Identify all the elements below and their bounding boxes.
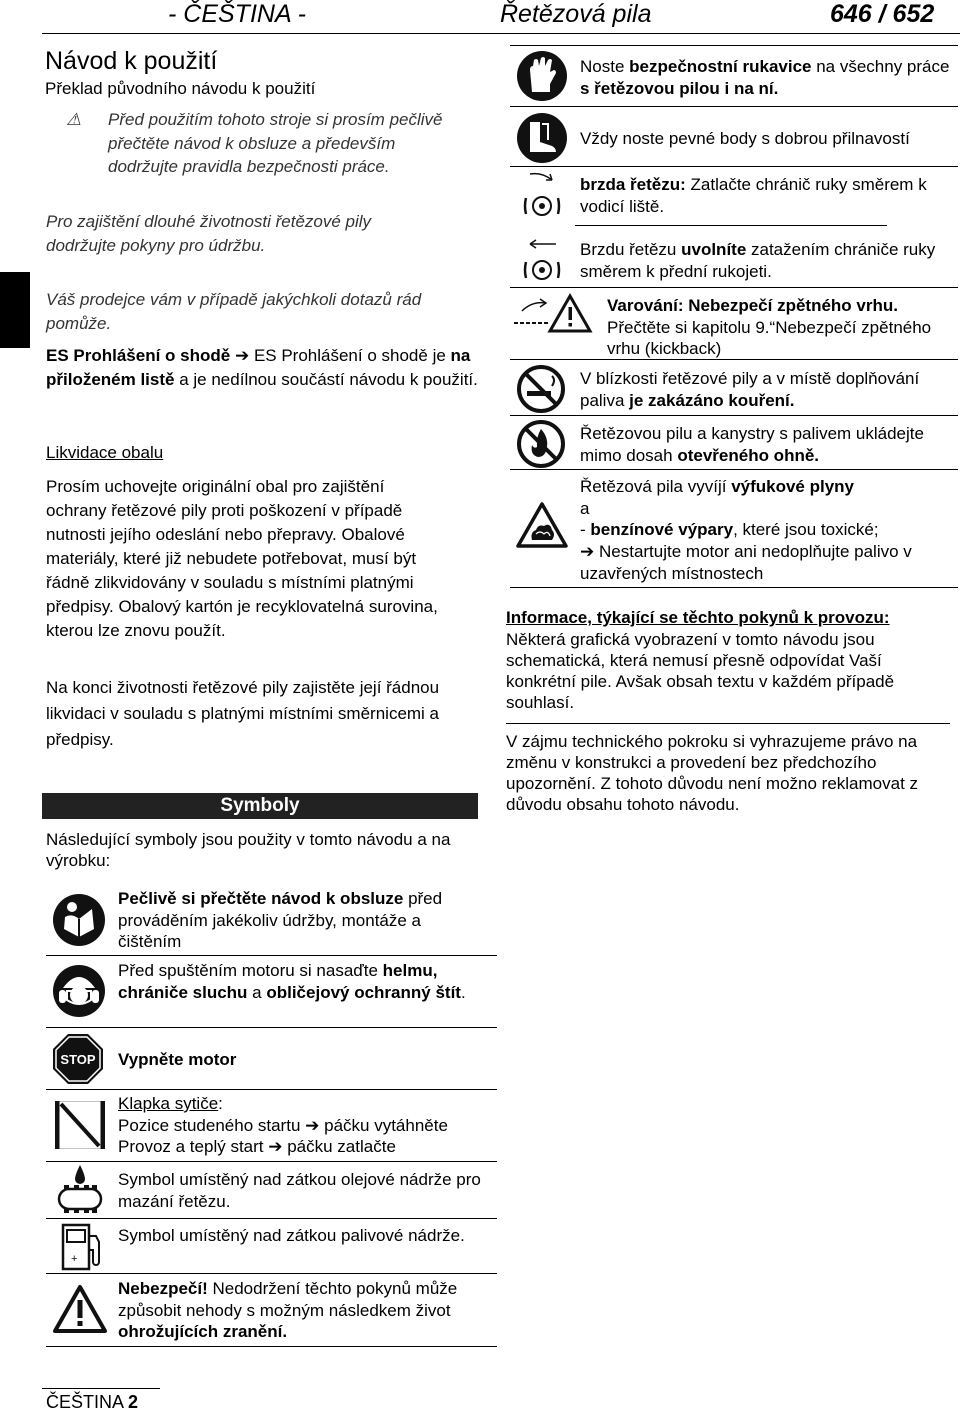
chain-brake-release-icon bbox=[520, 234, 564, 286]
symbol-row-divider bbox=[46, 1161, 497, 1162]
chain-oil-icon bbox=[55, 1163, 105, 1215]
symbol-row-divider bbox=[46, 955, 497, 956]
header-product: Řetězová pila bbox=[500, 0, 652, 28]
dealer-text: Váš prodejce vám v případě jakýchkoli dotazů rád pomůže. bbox=[46, 290, 422, 333]
exhaust-fumes-text: Řetězová pila vyvíjí výfukové plyny a - benzínové výpary, které jsou toxické; ➔ Nestartujte motor ani nedoplňujte palivo v uzavřených místnostech bbox=[580, 477, 912, 583]
symbol-row-divider bbox=[510, 415, 958, 416]
section-divider bbox=[506, 723, 950, 724]
boots-text: Vždy noste pevné body s dobrou přilnavostí bbox=[580, 129, 910, 148]
technical-progress-text: V zájmu technického pokroku si vyhrazujeme právo na změnu v konstrukci a provedení bez předchozího upozornění. Z tohoto důvodu není možno reklamovat z důvodu obsahu tohoto návodu. bbox=[506, 732, 919, 814]
warning-triangle-icon bbox=[52, 1284, 108, 1334]
disposal-heading: Likvidace obalu bbox=[46, 443, 164, 462]
fuel-pump-icon bbox=[60, 1222, 104, 1272]
kickback-warning-icon bbox=[512, 293, 600, 355]
brake-release-text: Brzdu řetězu uvolníte zatažením chrániče ruky směrem k přední rukojeti. bbox=[580, 240, 936, 281]
disposal-text: Prosím uchovejte originální obal pro zajištění ochrany řetězové pily proti poškození v případě nutnosti jejího odeslání nebo přepravy. Obalové materiály, které již nebudete potřebovat, musí být řádně zlikvidovány v souladu s místními platnými předpisy. Obalový kartón je recyklovatelná surovina, kterou lze znovu použít. bbox=[46, 477, 438, 640]
no-smoking-icon bbox=[516, 364, 566, 414]
symbol-read-manual-text: Pečlivě si přečtěte návod k obsluze před prováděním jakékoliv údržby, montáže a čištěním bbox=[118, 889, 443, 951]
symbol-danger-text: Nebezpečí! Nedodržení těchto pokynů může způsobit nehody s možným následkem život ohrožujících zranění. bbox=[118, 1279, 458, 1341]
helmet-visor-earmuffs-icon bbox=[52, 964, 106, 1018]
svg-text:+: + bbox=[71, 1253, 78, 1265]
stop-sign-icon bbox=[52, 1033, 104, 1085]
section-marker bbox=[0, 272, 30, 348]
symbol-row-divider bbox=[510, 45, 958, 46]
header-language: - ČEŠTINA - bbox=[168, 0, 306, 28]
no-fire-text: Řetězovou pilu a kanystry s palivem ukládejte mimo dosah otevřeného ohně. bbox=[580, 424, 924, 465]
choke-icon bbox=[55, 1098, 105, 1152]
symbol-row-divider bbox=[510, 287, 958, 288]
page-title: Návod k použití bbox=[45, 47, 218, 75]
footer: ČEŠTINA 2 bbox=[46, 1392, 139, 1412]
header-rule bbox=[42, 33, 960, 34]
symbol-fuel-text: Symbol umístěný nad zátkou palivové nádrže. bbox=[118, 1226, 465, 1245]
page-subtitle: Překlad původního návodu k použití bbox=[45, 79, 316, 98]
symbol-row-divider bbox=[46, 1273, 497, 1274]
gloves-text: Noste bezpečnostní rukavice na všechny práce s řetězovou pilou i na ní. bbox=[580, 57, 950, 98]
symbol-row-divider bbox=[510, 166, 958, 167]
symbol-helmet-text: Před spuštěním motoru si nasaďte helmu, chrániče sluchu a obličejový ochranný štít. bbox=[118, 961, 466, 1002]
arrow-icon: ➔ bbox=[305, 1115, 320, 1135]
header-page-number: 646 / 652 bbox=[830, 0, 935, 28]
safety-warning-text: Před použitím tohoto stroje si prosím pečlivě přečtěte návod k obsluze a především dodržujte pravidla bezpečnosti práce. bbox=[108, 110, 443, 176]
maintenance-text: Pro zajištění dlouhé životnosti řetězové pily dodržujte pokyny pro údržbu. bbox=[46, 212, 372, 255]
symbol-row-divider bbox=[46, 1218, 497, 1219]
toxic-fumes-icon bbox=[516, 502, 568, 548]
symbol-row-divider bbox=[46, 1027, 497, 1028]
es-declaration-text: ES Prohlášení o shodě ➔ ES Prohlášení o shodě je na přiloženém listě a je nedílnou součástí návodu k použití. bbox=[46, 346, 478, 389]
kickback-text: Varování: Nebezpečí zpětného vrhu. Přečtěte si kapitolu 9.“Nebezpečí zpětného vrhu (kickback) bbox=[607, 296, 932, 358]
chain-brake-engage-icon bbox=[520, 170, 564, 222]
safety-boots-icon bbox=[516, 112, 568, 164]
warning-small-icon: ⚠ bbox=[66, 110, 82, 129]
gloves-icon bbox=[516, 50, 568, 102]
no-smoking-text: V blízkosti řetězové pily a v místě doplňování paliva je zakázáno kouření. bbox=[580, 369, 920, 410]
footer-rule bbox=[42, 1388, 160, 1389]
info-text: Některá grafická vyobrazení v tomto návodu jsou schematická, která nemusí přesně odpovídat Vaší konkrétní pile. Avšak obsah textu v každém případě souhlasí. bbox=[506, 630, 895, 712]
symbol-row-divider bbox=[46, 1089, 497, 1090]
symbol-row-divider bbox=[510, 587, 958, 588]
symbol-chain-oil-text: Symbol umístěný nad zátkou olejové nádrže pro mazání řetězu. bbox=[118, 1170, 481, 1211]
symbol-row-divider bbox=[575, 225, 887, 226]
read-manual-icon bbox=[52, 893, 106, 947]
arrow-icon: ➔ bbox=[234, 346, 250, 365]
symbol-row-divider bbox=[46, 1346, 497, 1347]
symbol-row-divider bbox=[510, 106, 958, 107]
end-of-life-text: Na konci životnosti řetězové pily zajistěte její řádnou likvidaci v souladu s platnými místními směrnicemi a předpisy. bbox=[46, 678, 440, 749]
arrow-icon: ➔ bbox=[580, 542, 595, 562]
symbol-choke-text: Klapka sytiče: Pozice studeného startu ➔ páčku vytáhněte Provoz a teplý start ➔ páčku zatlačte bbox=[118, 1094, 448, 1156]
arrow-icon: ➔ bbox=[268, 1137, 283, 1156]
symbols-intro: Následující symboly jsou použity v tomto návodu a na výrobku: bbox=[46, 830, 451, 870]
stop-sign-label: STOP bbox=[60, 1052, 96, 1067]
symbol-stop-text: Vypněte motor bbox=[118, 1050, 237, 1069]
symbols-heading-bar: Symboly bbox=[42, 793, 478, 819]
brake-engage-text: brzda řetězu: Zatlačte chránič ruky směrem k vodicí liště. bbox=[580, 175, 927, 216]
no-open-flame-icon bbox=[516, 419, 566, 469]
info-heading: Informace, týkající se těchto pokynů k provozu: bbox=[506, 608, 890, 627]
symbol-row-divider bbox=[510, 469, 958, 470]
